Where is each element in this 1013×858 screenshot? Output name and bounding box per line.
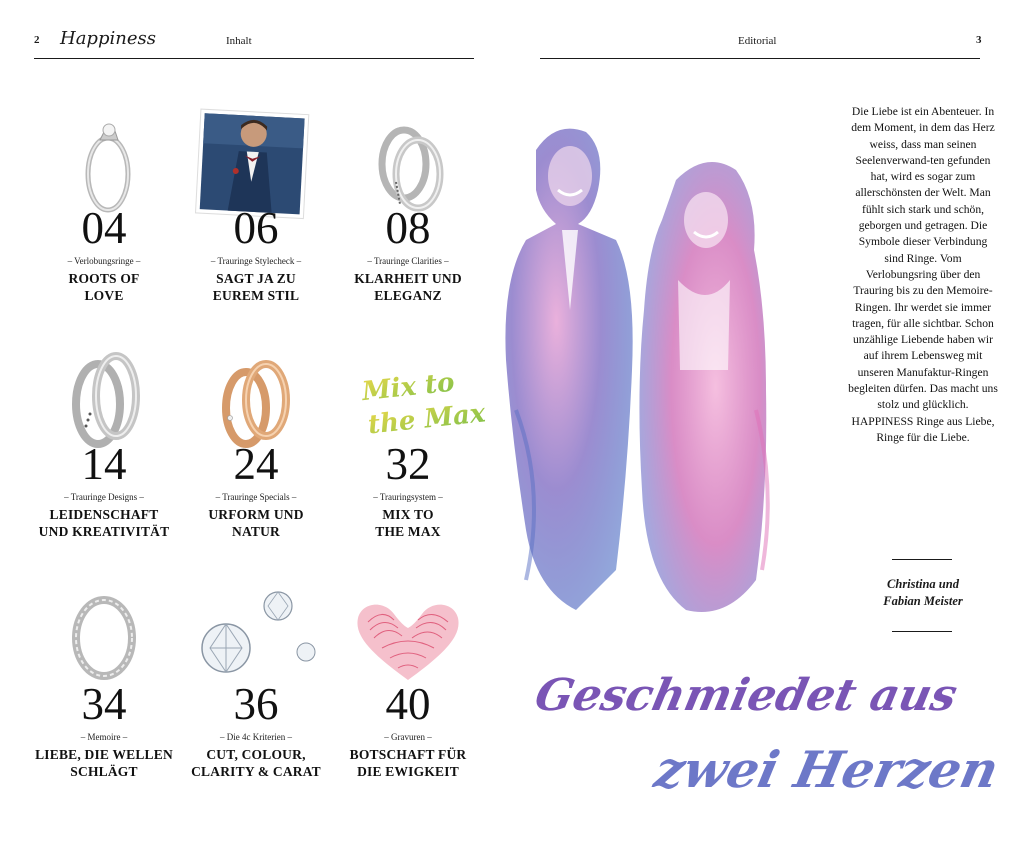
headline-line-1: Geschmiedet aus bbox=[530, 670, 962, 721]
toc-page-number: 36 bbox=[233, 679, 279, 729]
toc-page-number: 40 bbox=[385, 679, 431, 729]
mix-logo-line1: Mix to bbox=[360, 367, 456, 408]
page-number-left: 2 bbox=[34, 34, 40, 46]
editorial-text: Die Liebe ist ein Abenteuer. In dem Moment, in dem das Herz weiss, dass man seinen Seelenverwand-ten gefunden hat, wird es sogar zum allerschönsten der Welt. Man fühlt sich stark und schön, geborgen und getragen. Die Symbole dieser Verbindung sind Ringe. Vom Verlobungsring über den Trauring bis zu den Memoire-Ringen. Ihr werdet sie immer tragen, für alle sichtbar. Schon unzählige Liebende haben wir auf ihrem Lebensweg mit unseren Manufaktur-Ringen begleiten dürfen. Das macht uns stolz und glücklich. HAPPINESS Ringe aus Liebe, Ringe für die Liebe. bbox=[848, 105, 998, 444]
toc-item-06[interactable] bbox=[180, 112, 332, 322]
toc-item-32[interactable] bbox=[332, 348, 487, 558]
headline-line-2: zwei Herzen bbox=[649, 740, 1004, 799]
toc-item-14[interactable] bbox=[28, 348, 180, 558]
toc-title: MIX TO THE MAX bbox=[375, 507, 441, 539]
toc-page-number: 04 bbox=[81, 203, 127, 253]
toc-item-08[interactable] bbox=[332, 112, 484, 322]
toc-item-40[interactable] bbox=[332, 588, 484, 798]
toc-title: BOTSCHAFT FÜR DIE EWIGKEIT bbox=[349, 747, 467, 779]
toc-category: – Trauringe Stylecheck – bbox=[210, 256, 302, 266]
toc-category: – Memoire – bbox=[80, 732, 128, 742]
toc-page-number: 14 bbox=[81, 439, 127, 489]
header-rule-left bbox=[34, 58, 474, 59]
toc-category: – Trauringe Specials – bbox=[215, 492, 297, 502]
toc-page-number: 24 bbox=[233, 439, 279, 489]
happiness-logo bbox=[58, 24, 156, 54]
toc-category: – Trauringsystem – bbox=[373, 492, 443, 502]
signature-line-1: Christina und bbox=[887, 577, 959, 591]
toc-title: SAGT JA ZU EUREM STIL bbox=[212, 271, 300, 303]
signature-rule-bottom bbox=[892, 631, 952, 632]
toc-category: – Die 4c Kriterien – bbox=[220, 732, 292, 742]
header-rule-right bbox=[540, 58, 980, 59]
toc-title: LIEBE, DIE WELLEN SCHLÄGT bbox=[35, 747, 173, 779]
page-number-right: 3 bbox=[976, 34, 982, 46]
happiness-logo-text: Happiness bbox=[60, 28, 156, 49]
toc-page-number: 34 bbox=[81, 679, 127, 729]
toc-item-36[interactable] bbox=[180, 588, 332, 798]
signature-rule-top bbox=[892, 559, 952, 560]
toc-item-34[interactable] bbox=[28, 588, 180, 798]
toc-page-number: 06 bbox=[233, 203, 279, 253]
toc-title: CUT, COLOUR, CLARITY & CARAT bbox=[191, 747, 321, 779]
signature-line-2: Fabian Meister bbox=[883, 594, 963, 608]
toc-item-24[interactable] bbox=[180, 348, 332, 558]
section-title-right: Editorial bbox=[738, 35, 777, 47]
right-page bbox=[506, 0, 1013, 858]
section-title-left: Inhalt bbox=[226, 35, 252, 47]
left-page bbox=[0, 0, 506, 858]
toc-category: – Trauringe Clarities – bbox=[367, 256, 449, 266]
mix-logo-line2: the Max bbox=[366, 398, 487, 441]
toc-category: – Verlobungsringe – bbox=[67, 256, 141, 266]
watercolor-couple-illustration bbox=[466, 110, 856, 670]
toc-title: KLARHEIT UND ELEGANZ bbox=[354, 271, 462, 303]
toc-title: URFORM UND NATUR bbox=[208, 507, 304, 539]
toc-item-04[interactable] bbox=[28, 112, 180, 322]
toc-category: – Gravuren – bbox=[384, 732, 432, 742]
toc-title: ROOTS OF LOVE bbox=[68, 271, 140, 303]
toc-category: – Trauringe Designs – bbox=[64, 492, 144, 502]
toc-page-number: 32 bbox=[385, 439, 431, 489]
signature bbox=[848, 576, 998, 610]
toc-page-number: 08 bbox=[385, 203, 431, 253]
toc-title: LEIDENSCHAFT UND KREATIVITÄT bbox=[38, 507, 170, 539]
